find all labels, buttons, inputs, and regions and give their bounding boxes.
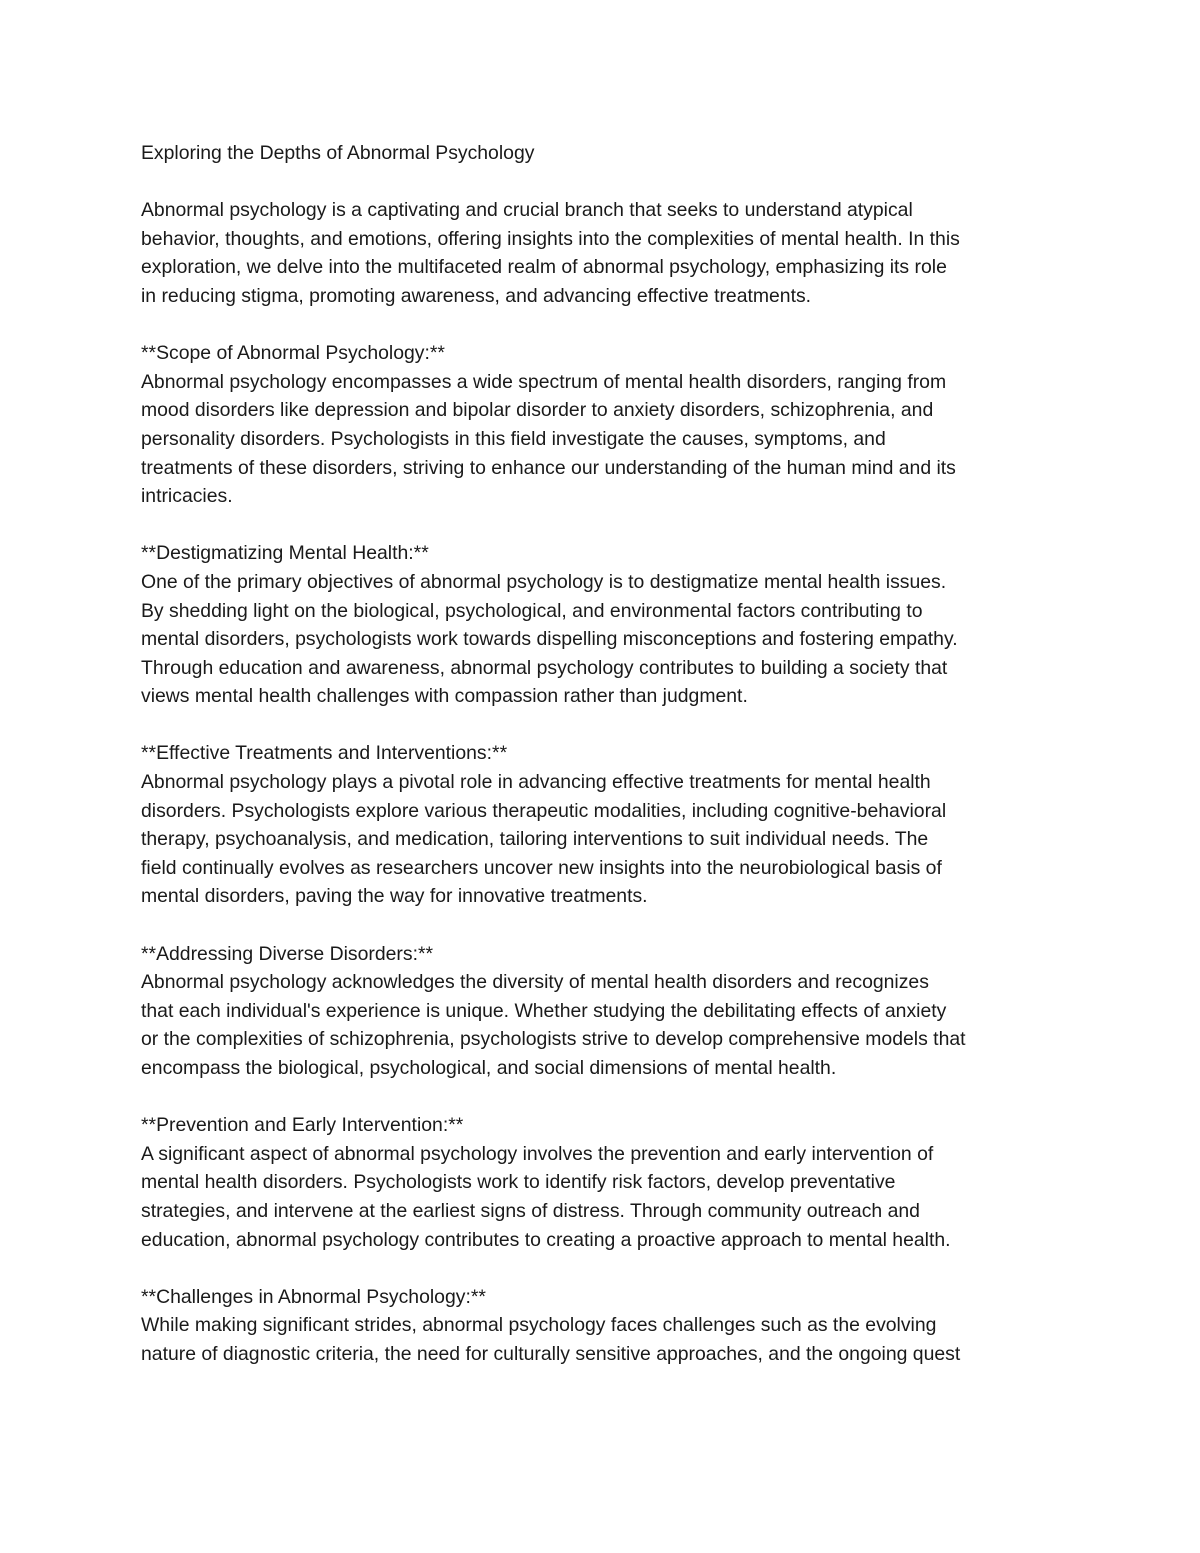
paragraph-line: Abnormal psychology encompasses a wide spectrum of mental health disorders, ranging from — [141, 370, 947, 393]
section-prevention — [141, 1111, 1066, 1254]
paragraph-line: in reducing stigma, promoting awareness, and advancing effective treatments. — [141, 284, 812, 307]
paragraph-line: mental disorders, paving the way for innovative treatments. — [141, 885, 648, 908]
paragraph-line: Abnormal psychology is a captivating and crucial branch that seeks to understand atypical — [141, 199, 913, 222]
document-title: Exploring the Depths of Abnormal Psychology — [141, 142, 535, 164]
paragraph-line: mood disorders like depression and bipolar disorder to anxiety disorders, schizophrenia, and — [141, 399, 934, 422]
section-heading: **Challenges in Abnormal Psychology:** — [141, 1285, 486, 1308]
paragraph-line: Abnormal psychology plays a pivotal role in advancing effective treatments for mental health — [141, 771, 931, 794]
section-diverse-disorders — [141, 940, 1066, 1083]
section-treatments — [141, 739, 1066, 911]
paragraph-line: education, abnormal psychology contributes to creating a proactive approach to mental health. — [141, 1228, 951, 1251]
blank-line — [141, 511, 1066, 540]
paragraph-line: disorders. Psychologists explore various therapeutic modalities, including cognitive-behavioral — [141, 799, 947, 822]
paragraph-line: intricacies. — [141, 485, 233, 508]
blank-line — [141, 311, 1066, 340]
section-heading: **Destigmatizing Mental Health:** — [141, 542, 429, 565]
blank-line — [141, 711, 1066, 740]
paragraph-line: field continually evolves as researchers uncover new insights into the neurobiological basis of — [141, 856, 942, 879]
blank-line — [141, 168, 1066, 197]
section-heading: **Effective Treatments and Interventions:** — [141, 742, 508, 765]
paragraph-line: treatments of these disorders, striving to enhance our understanding of the human mind and its — [141, 456, 956, 479]
paragraph-line: therapy, psychoanalysis, and medication, tailoring interventions to suit individual needs. The — [141, 828, 929, 851]
section-scope — [141, 339, 1066, 511]
paragraph-line: While making significant strides, abnormal psychology faces challenges such as the evolving — [141, 1314, 937, 1337]
blank-line — [141, 1254, 1066, 1283]
paragraph-line: views mental health challenges with compassion rather than judgment. — [141, 685, 748, 708]
paragraph-line: exploration, we delve into the multifaceted realm of abnormal psychology, emphasizing its role — [141, 256, 947, 279]
blank-line — [141, 911, 1066, 940]
paragraph-line: mental health disorders. Psychologists work to identify risk factors, develop preventative — [141, 1171, 896, 1194]
paragraph-line: or the complexities of schizophrenia, psychologists strive to develop comprehensive models that — [141, 1028, 966, 1051]
paragraph-line: One of the primary objectives of abnormal psychology is to destigmatize mental health issues. — [141, 570, 947, 593]
document-body — [141, 139, 1066, 1369]
paragraph-line: Through education and awareness, abnormal psychology contributes to building a society that — [141, 656, 948, 679]
paragraph-line: that each individual's experience is unique. Whether studying the debilitating effects of anxiety — [141, 999, 947, 1022]
paragraph-line: personality disorders. Psychologists in this field investigate the causes, symptoms, and — [141, 427, 886, 450]
paragraph-line: By shedding light on the biological, psychological, and environmental factors contributing to — [141, 599, 923, 622]
blank-line — [141, 1083, 1066, 1112]
paragraph-line: Abnormal psychology acknowledges the diversity of mental health disorders and recognizes — [141, 971, 929, 994]
section-heading: **Scope of Abnormal Psychology:** — [141, 342, 445, 365]
paragraph-line: nature of diagnostic criteria, the need for culturally sensitive approaches, and the ongoing quest — [141, 1342, 961, 1365]
section-heading: **Prevention and Early Intervention:** — [141, 1114, 464, 1137]
paragraph-line: behavior, thoughts, and emotions, offering insights into the complexities of mental health. In this — [141, 227, 960, 250]
paragraph-line: A significant aspect of abnormal psychology involves the prevention and early intervention of — [141, 1142, 934, 1165]
paragraph-line: mental disorders, psychologists work towards dispelling misconceptions and fostering empathy. — [141, 628, 958, 651]
section-destigmatizing — [141, 539, 1066, 711]
section-challenges — [141, 1283, 1066, 1369]
paragraph-line: strategies, and intervene at the earliest signs of distress. Through community outreach and — [141, 1199, 920, 1222]
intro-paragraph — [141, 196, 1066, 310]
paragraph-line: encompass the biological, psychological, and social dimensions of mental health. — [141, 1057, 837, 1079]
section-heading: **Addressing Diverse Disorders:** — [141, 942, 434, 965]
